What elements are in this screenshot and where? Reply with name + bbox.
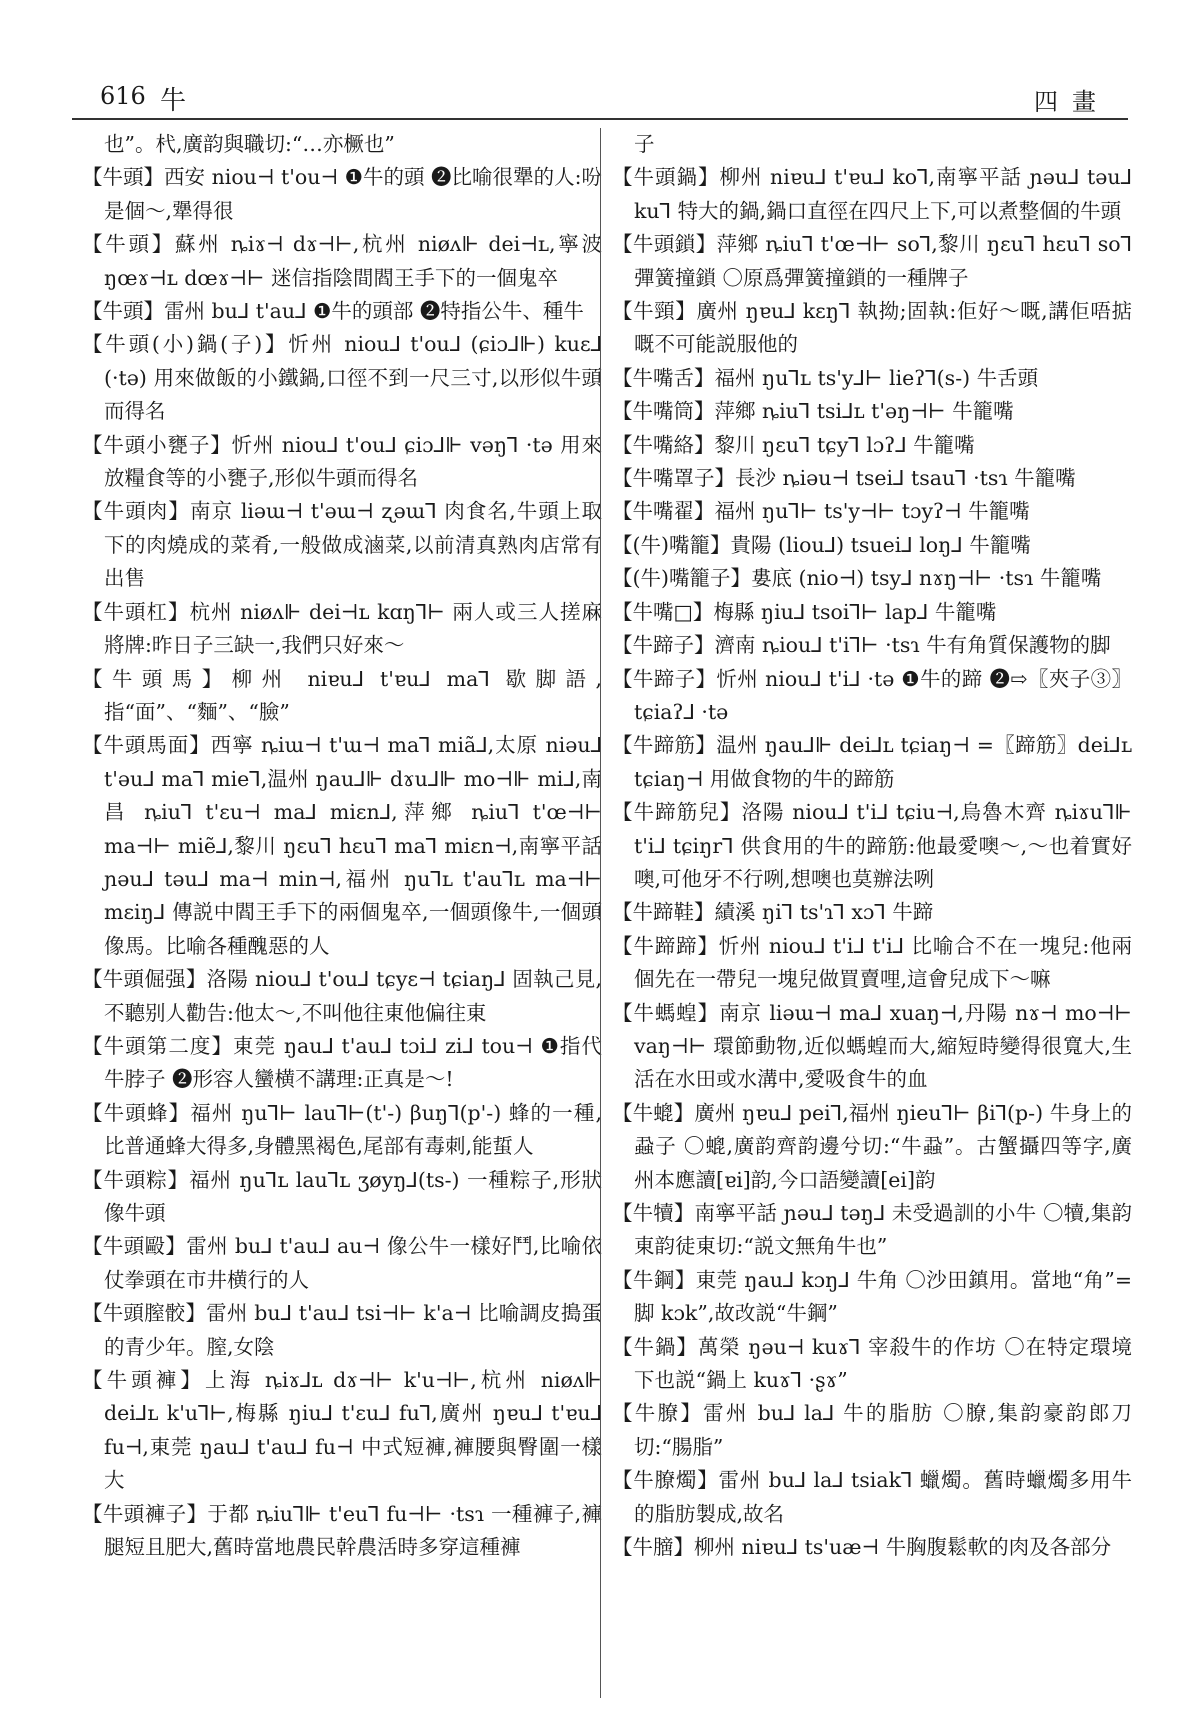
right-column <box>612 128 1132 1564</box>
dictionary-entry: 【牛頭第二度】東莞 ŋau⅃ t'au⅃ tɔi⅃ zi⅃ tou⊣ ❶指代牛脖子 ❷形容人蠻横不講理:正真是～! <box>82 1033 602 1092</box>
dictionary-entry: 【牛蹄鞋】績溪 ŋi⅂ ts'ɿ⅂ xɔ⅂ 牛蹄 <box>612 900 934 925</box>
section-title: 四畫 <box>1034 88 1110 116</box>
column-divider <box>600 128 601 1698</box>
dictionary-entry: 【牛蹄子】忻州 niou⅃ t'i⅃ ·tə ❶牛的蹄 ❷⇨〖夾子③〗tɕiaʔ⅃ ·tə <box>612 666 1132 724</box>
dictionary-entry: 【牛頭蜂】福州 ŋu⅂⊢ lau⅂⊢(t'-) βuŋ⅂(p'-) 蜂的一種,比普通蜂大得多,身體黑褐色,尾部有毒刺,能蜇人 <box>82 1100 602 1159</box>
page-header <box>72 72 1128 118</box>
dictionary-entry: 【牛螕】廣州 ŋɐu⅃ pei⅂,福州 ŋieu⅂⊢ βi⅂(p-) 牛身上的蝨子 〇螕,廣韵齊韵邊兮切:“牛蝨”。古蟹攝四等字,廣州本應讀[ɐi]韵,今口語變讀[ei]韵 <box>612 1100 1132 1192</box>
dictionary-entry: 【牛鋼】東莞 ŋau⅃ kɔŋ⅃ 牛角 〇沙田鎮用。當地“角”=脚 kɔk”,故改説“牛鋼” <box>612 1267 1132 1326</box>
dictionary-entry: 【牛頭】西安 niou⊣ t'ou⊣ ❶牛的頭 ❷比喻很犟的人:吩是個～,犟得很 <box>82 165 602 223</box>
dictionary-entry: 【牛頭(小)鍋(子)】忻州 niou⅃ t'ou⅃ (ɕiɔ⅃⊩) kuɛ⅃ (·tə) 用來做飯的小鐵鍋,口徑不到一尺三寸,以形似牛頭而得名 <box>82 332 602 424</box>
dictionary-entry: 【牛嘴舌】福州 ŋu⅂ʟ ts'y⅃⊢ lieʔ⅂(s-) 牛舌頭 <box>612 365 1039 390</box>
dictionary-entry: 【牛頭鎖】萍鄉 ȵiu⅂ t'œ⊣⊢ so⅂,黎川 ŋɛu⅂ hɛu⅂ so⅂ 彈簧撞鎖 〇原爲彈簧撞鎖的一種牌子 <box>612 232 1132 290</box>
dictionary-entry: 【牛頭小甕子】忻州 niou⅃ t'ou⅃ ɕiɔ⅃⊩ vəŋ⅂ ·tə 用來放糧食等的小甕子,形似牛頭而得名 <box>82 432 602 491</box>
dictionary-entry: 【牛螞蝗】南京 liəɯ⊣ ma⅃ xuaŋ⊣,丹陽 nɤ⊣ mo⊣⊢ vaŋ⊣⊢ 環節動物,近似螞蝗而大,縮短時變得很寬大,生活在水田或水溝中,愛吸食牛的血 <box>612 1000 1132 1092</box>
dictionary-entry: 【牛蹄子】濟南 ȵiou⅃ t'i⅂⊢ ·tsɿ 牛有角質保護物的脚 <box>612 633 1111 658</box>
dictionary-entry: 【牛蹄蹄】忻州 niou⅃ t'i⅃ t'i⅃ 比喻合不在一塊兒:他兩個先在一帶兒一塊兒做買賣哩,這會兒成下～嘛 <box>612 933 1132 992</box>
dictionary-entry: 【牛犢】南寧平話 ɲəu⅃ təŋ⅃ 未受過訓的小牛 〇犢,集韵東韵徒東切:“説文無角牛也” <box>612 1201 1132 1259</box>
dictionary-entry: 【牛頭馬面】西寧 ȵiɯ⊣ t'ɯ⊣ ma⅂ miã⅃,太原 niəu⅃ t'əu⅃ ma⅂ mie⅂,温州 ŋau⅃⊩ dɤu⅃⊩ mo⊣⊩ mi⅃,南昌 ȵiu⅂ t'ɛu⊣ ma⅃ miɛn⅃,萍鄉 ȵiu⅂ t'œ⊣⊢ ma⊣⊢ miẽ⅃,黎川 ŋɛu⅂ hɛu⅂ ma⅂ miɛn⊣,南寧平話 ɲəu⅃ təu⅃ ma⊣ min⊣,福州 ŋu⅂ʟ t'au⅂ʟ ma⊣⊢ mɛiŋ⅃ 傳説中閻王手下的兩個鬼卒,一個頭像牛,一個頭像馬。比喻各種醜惡的人 <box>82 733 602 958</box>
dictionary-entry: 【牛嘴罩子】長沙 ȵiəu⊣ tsei⅃ tsau⅂ ·tsɿ 牛籠嘴 <box>612 466 1076 491</box>
left-column <box>82 128 602 1564</box>
dictionary-entry: 【牛頭杠】杭州 niøʌ⊩ dei⊣ʟ kɑŋ⅂⊢ 兩人或三人搓麻將牌:昨日子三缺一,我們只好來～ <box>82 599 602 658</box>
dictionary-entry: 【牛嘴筒】萍鄉 ȵiu⅂ tsi⅃ʟ t'əŋ⊣⊢ 牛籠嘴 <box>612 399 1014 424</box>
dictionary-entry: 【牛頭肉】南京 liəɯ⊣ t'əɯ⊣ ʐəɯ⅂ 肉食名,牛頭上取下的肉燒成的菜肴,一般做成滷菜,以前清真熟肉店常有出售 <box>82 499 602 591</box>
dictionary-entry: 【牛嘴□】梅縣 ŋiu⅃ tsoi⅂⊢ lap⅃ 牛籠嘴 <box>612 599 997 624</box>
dictionary-entry: 【牛頭毆】雷州 bu⅃ t'au⅃ au⊣ 像公牛一樣好鬥,比喻依仗拳頭在市井横行的人 <box>82 1234 602 1292</box>
dictionary-entry: 【牛頭褲子】于都 ȵiu⅂⊩ t'eu⅂ fu⊣⊢ ·tsɿ 一種褲子,褲腿短且肥大,舊時當地農民幹農活時多穿這種褲 <box>82 1501 602 1560</box>
dictionary-entry: 【牛頭鍋】柳州 niɐu⅃ t'ɐu⅃ ko⅂,南寧平話 ɲəu⅃ təu⅃ ku⅂ 特大的鍋,鍋口直徑在四尺上下,可以煮整個的牛頭 <box>612 165 1132 223</box>
continuation-text: 子 <box>634 132 655 156</box>
dictionary-entry: 【牛鍋】萬榮 ŋəu⊣ kuɤ⅂ 宰殺牛的作坊 〇在特定環境下也説“鍋上 kuɤ⅂ ·ʂɤ” <box>612 1334 1132 1393</box>
dictionary-entry: 【牛頭】雷州 bu⅃ t'au⅃ ❶牛的頭部 ❷特指公牛、種牛 <box>82 299 584 324</box>
dictionary-entry: 【牛頭馬】柳州 niɐu⅃ t'ɐu⅃ ma⅂ 歇脚語,指“面”、“麵”、“臉” <box>82 666 602 724</box>
dictionary-entry: 【牛蹄筋】温州 ŋau⅃⊩ dei⅃ʟ tɕiaŋ⊣ =〖蹄筋〗dei⅃ʟ tɕiaŋ⊣ 用做食物的牛的蹄筋 <box>612 733 1132 791</box>
dictionary-entry: 【牛頭倔强】洛陽 niou⅃ t'ou⅃ tɕyɛ⊣ tɕiaŋ⅃ 固執己見,不聽别人勸告:他太～,不叫他往東他偏往東 <box>82 967 602 1025</box>
head-character: 牛 <box>160 86 187 116</box>
page-number: 616 <box>100 82 146 110</box>
dictionary-entry: 【牛嘴絡】黎川 ŋɛu⅂ tɕy⅂ lɔʔ⅃ 牛籠嘴 <box>612 432 975 457</box>
dictionary-entry: 【牛頭】蘇州 ȵiɤ⊣ dɤ⊣⊢,杭州 niøʌ⊩ dei⊣ʟ,寧波 ŋœɤ⊣ʟ dœɤ⊣⊢ 迷信指陰間閻王手下的一個鬼卒 <box>82 232 602 290</box>
header-rule <box>72 118 1128 120</box>
dictionary-entry: 【(牛)嘴籠子】婁底 (nio⊣) tsy⅃ nɤŋ⊣⊢ ·tsɿ 牛籠嘴 <box>612 566 1102 591</box>
dictionary-entry: 【牛頸】廣州 ŋɐu⅃ kɛŋ⅂ 執拗;固執:佢好～嘅,講佢唔掂嘅不可能説服他的 <box>612 299 1132 357</box>
dictionary-entry: 【牛頭粽】福州 ŋu⅂ʟ lau⅂ʟ ʒøyŋ⅃(ts-) 一種粽子,形狀像牛頭 <box>82 1167 602 1225</box>
dictionary-entry: 【牛膫】雷州 bu⅃ la⅃ 牛的脂肪 〇膫,集韵豪韵郎刀切:“腸脂” <box>612 1401 1132 1459</box>
dictionary-entry: 【牛膪】柳州 niɐu⅃ ts'uæ⊣ 牛胸腹鬆軟的肉及各部分 <box>612 1535 1112 1560</box>
dictionary-entry: 【牛頭褲】上海 ȵiɤ⅃ʟ dɤ⊣⊢ k'u⊣⊢,杭州 niøʌ⊩ dei⅃ʟ k'u⅂⊢,梅縣 ŋiu⅃ t'ɛu⅃ fu⅂,廣州 ŋɐu⅃ t'ɐu⅃ fu⊣,東莞 ŋau⅃ t'au⅃ fu⊣ 中式短褲,褲腰與臀圍一樣大 <box>82 1368 602 1493</box>
dictionary-entry: 【牛膫燭】雷州 bu⅃ la⅃ tsiak⅂ 蠟燭。舊時蠟燭多用牛的脂肪製成,故名 <box>612 1468 1132 1526</box>
dictionary-entry: 【(牛)嘴籠】貴陽 (liou⅃) tsuei⅃ loŋ⅃ 牛籠嘴 <box>612 532 1031 557</box>
continuation-text: 也”。杙,廣韵與職切:“…亦橛也” <box>104 132 395 156</box>
dictionary-entry: 【牛頭膣骹】雷州 bu⅃ t'au⅃ tsi⊣⊢ k'a⊣ 比喻調皮搗蛋的青少年。膣,女陰 <box>82 1301 602 1359</box>
dictionary-entry: 【牛嘴翟】福州 ŋu⅂⊢ ts'y⊣⊢ tɔyʔ⊣ 牛籠嘴 <box>612 499 1030 524</box>
dictionary-entry: 【牛蹄筋兒】洛陽 niou⅃ t'i⅃ tɕiu⊣,烏魯木齊 ȵiɤu⅂⊩ t'i⅃ tɕiŋr⅂ 供食用的牛的蹄筋:他最愛噢～,～也着實好噢,可他牙不行咧,想噢也莫辦法咧 <box>612 800 1132 891</box>
